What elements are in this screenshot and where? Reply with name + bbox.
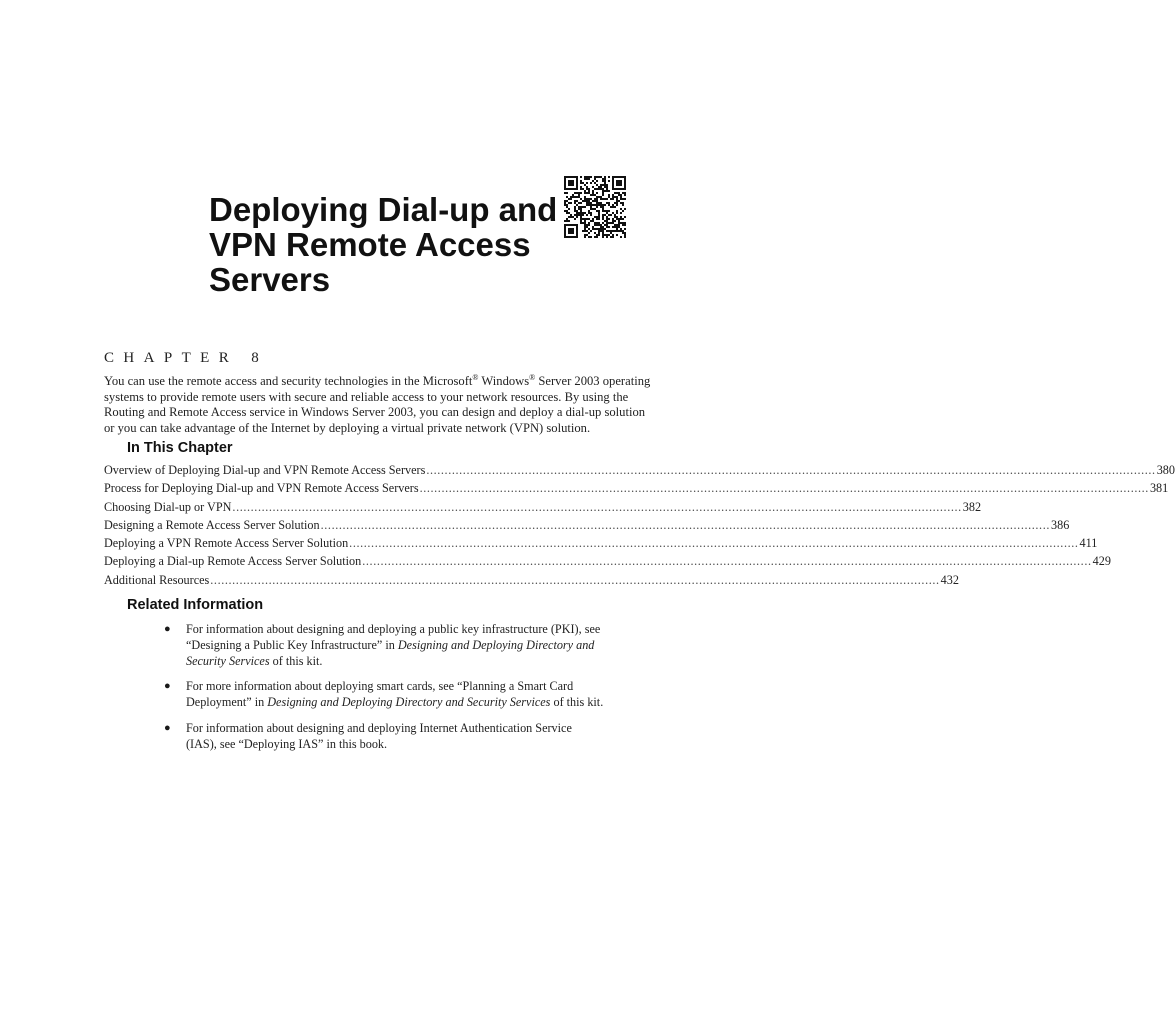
intro-text-2: Windows <box>478 374 530 389</box>
toc-leader-dots: ........................................................................................................................................................................................................ <box>362 554 1092 569</box>
registered-mark: ® <box>529 373 536 382</box>
toc-leader-dots: ........................................................................................................................................................................................................ <box>232 499 962 514</box>
toc-entry-page: 382 <box>962 499 982 514</box>
registered-mark: ® <box>472 373 479 382</box>
toc-entry[interactable] <box>104 572 959 591</box>
toc-entry-title: Overview of Deploying Dial-up and VPN Remote Access Servers <box>104 463 426 477</box>
toc-entry-title: Additional Resources <box>104 572 210 587</box>
chapter-title <box>209 191 558 302</box>
toc-entry-page: 381 <box>1149 481 1169 496</box>
toc-entry[interactable] <box>104 481 1169 499</box>
related-information-list <box>164 622 634 763</box>
toc-entry-page: 380 <box>1156 463 1175 477</box>
toc-entry-title: Deploying a Dial-up Remote Access Server Solution <box>104 554 362 569</box>
intro-text-3: Server 2003 operating systems to provide remote users with secure and reliable access to your network resources. By using the Routing and Remote Access service in Windows Server 2003, you can design and deploy a dial-up solution or you can take advantage of the Internet by deploying a virtual private network (VPN) solution. <box>104 374 651 435</box>
toc-entry-title: Process for Deploying Dial-up and VPN Remote Access Servers <box>104 481 419 496</box>
toc-leader-dots: ........................................................................................................................................................................................................ <box>419 481 1149 496</box>
toc-leader-dots: ........................................................................................................................................................................................................ <box>210 572 940 587</box>
related-info-text <box>186 679 603 711</box>
bullet-icon: ● <box>164 721 171 734</box>
related-info-item <box>164 622 634 669</box>
intro-paragraph <box>104 370 664 436</box>
related-info-text-b: of this kit. <box>269 653 323 668</box>
toc-entry-page: 429 <box>1092 554 1111 569</box>
toc-entry-page: 386 <box>1051 517 1070 532</box>
chapter-label: CHAPTER 8 <box>104 350 269 366</box>
related-info-book-title: Designing and Deploying Directory and Security Services <box>267 695 551 710</box>
title-line-1: Deploying Dial-up and <box>209 191 558 228</box>
toc-entry-title: Designing a Remote Access Server Solution <box>104 517 320 532</box>
related-info-text-a: For information about designing and deploying Internet Authentication Service (IAS), see “Deploying IAS” in this book. <box>186 720 572 751</box>
toc-leader-dots: ........................................................................................................................................................................................................ <box>349 536 1079 551</box>
bullet-icon: ● <box>164 623 171 635</box>
in-this-chapter-heading: In This Chapter <box>127 440 233 456</box>
title-line-2: VPN Remote Access <box>209 226 531 263</box>
related-info-text-b: of this kit. <box>550 695 604 710</box>
toc-entry-title: Choosing Dial-up or VPN <box>104 499 232 514</box>
related-info-text <box>186 721 572 753</box>
toc-leader-dots: ........................................................................................................................................................................................................ <box>320 517 1050 532</box>
toc-entry[interactable] <box>104 517 1070 536</box>
toc-entry-page: 411 <box>1079 536 1098 551</box>
related-info-item <box>164 679 634 711</box>
related-info-text-a: For information about designing and deploying a public key infrastructure (PKI), see “Designing a Public Key Infrastructure” in <box>186 622 601 652</box>
toc-leader-dots: ........................................................................................................................................................................................................ <box>426 463 1156 477</box>
intro-text-1: You can use the remote access and security technologies in the Microsoft <box>104 374 473 389</box>
toc-entry[interactable] <box>104 499 982 518</box>
toc-entry-title: Deploying a VPN Remote Access Server Solution <box>104 536 349 551</box>
toc-entry-page: 432 <box>940 572 959 587</box>
bullet-icon: ● <box>164 680 171 693</box>
related-info-text-a: For more information about deploying smart cards, see “Planning a Smart Card Deployment” in <box>186 679 574 710</box>
toc-entry[interactable] <box>104 554 1111 572</box>
toc-entry[interactable] <box>104 463 1175 481</box>
qr-code-icon <box>564 176 626 238</box>
title-line-3: Servers <box>209 261 331 298</box>
related-info-book-title: Designing and Deploying Directory and Security Services <box>186 637 595 668</box>
related-info-text <box>186 622 600 669</box>
related-information-heading: Related Information <box>127 597 264 613</box>
table-of-contents <box>104 463 1175 591</box>
toc-entry[interactable] <box>104 536 1098 554</box>
related-info-item <box>164 721 634 753</box>
